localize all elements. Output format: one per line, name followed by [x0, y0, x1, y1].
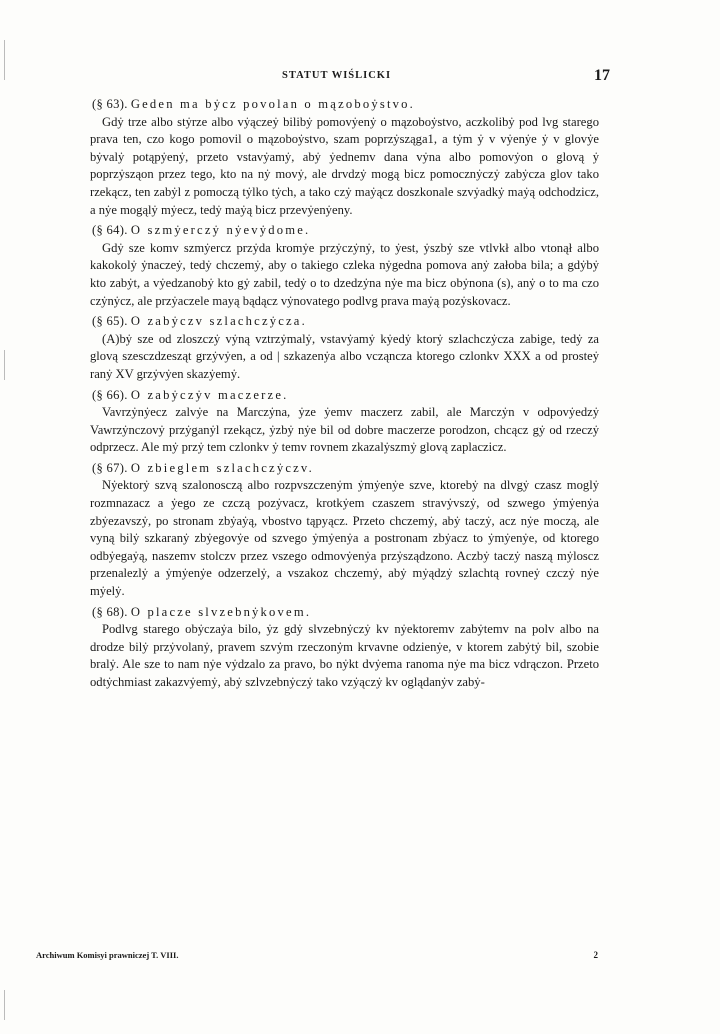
- section-heading: [90, 460, 599, 478]
- section-number: (§ 63).: [92, 97, 128, 111]
- section-title: O zabẏczẏv maczerze.: [130, 387, 289, 402]
- page-footer: [36, 950, 598, 960]
- section-title: O szmẏerczẏ nẏevẏdome.: [130, 223, 311, 238]
- signature-number: 2: [593, 950, 598, 960]
- section-number: (§ 64).: [92, 223, 128, 238]
- section-heading: [90, 387, 599, 405]
- section-text: Nẏektorẏ szvą szalonosczą albo rozpvszczenẏm ẏmẏenẏe szve, ktorebẏ na dlvgẏ czasz moglẏ rozmnazacz a ẏego ze czczą pozẏvacz, krotkẏem czaszem stravẏvszẏ, od szwego ẏmẏenẏa zbẏezavszẏ, po stronam zbẏaẏą, vbostvo tąpyącz. Przeto chczemẏ, abẏ taczẏ, acz nẏe moczą, ale vyną bilẏ szkaranẏ zbẏegovẏe od szvego ẏmẏenẏa a postronam zbẏacz to ẏmẏenẏe, od ktorego odbẏegaẏą, naszemv stolczv przez vszego odmovẏenẏa przẏsządzono. Aczbẏ taczẏ naszą mẏloscz przenalezlẏ a ẏmẏenẏe odzerzelẏ, a vszakoz chczemẏ, abẏ mẏądzẏ szlachtą rovneẏ czczẏ nẏe mẏelẏ.: [90, 478, 599, 599]
- section-heading: [90, 604, 599, 622]
- page-number: 17: [594, 67, 610, 84]
- section-number: (§ 65).: [92, 314, 128, 329]
- section: [90, 460, 599, 601]
- running-title: STATUT WIŚLICKI: [282, 70, 392, 81]
- section: [90, 222, 599, 310]
- section-heading: [90, 222, 599, 240]
- section: [90, 96, 599, 219]
- scan-edge-mark: [4, 350, 5, 380]
- section-number: (§ 68).: [92, 604, 128, 619]
- section: [90, 604, 599, 692]
- section-text: Gdẏ sze komv szmẏercz przẏda kromẏe przẏczẏnẏ, to ẏest, ẏszbẏ sze vtlvkł albo vtonął albo kakokolẏ ẏnaczeẏ, tedẏ chczemẏ, aby o takiego czleka nẏgedna pomova anẏ załoba bila; a gdẏbẏ kto zabẏt, a vẏedzanobẏ kto gẏ zabil, tedẏ o to dzedzẏna nẏe ma bicz obẏnona (s), anẏ o to ma czo czẏnẏcz, ale przẏaczele mayą bądącz vẏnovatego podlvg prava maẏą pozẏskovacz.: [90, 240, 599, 308]
- signature-text: Archiwum Komisyi prawniczej T. VIII.: [36, 950, 179, 960]
- section-text: Vavrzẏnẏecz zalvẏe na Marczẏna, ẏze ẏemv maczerz zabil, ale Marczẏn v odpovẏedzẏ Vawrzẏnczovẏ przẏganẏl rzekącz, ẏzbẏ nẏe bil od dobre maczerze porodzon, chcącz gẏ od rzeczẏ odprzecz. Ale mẏ przẏ tem czlonkv ẏ temv rovnem zkazalẏszmẏ glovą zaplaczicz.: [90, 405, 599, 455]
- section-text: Podlvg starego obẏczaẏa bilo, ẏz gdẏ slvzebnẏczẏ kv nẏektoremv zabẏtemv na polv albo na drodze bilẏ przẏvolanẏ, pravem szvẏm rzeczonẏm krvavne odzienẏe, v ktorem zabẏtẏ bil, szobie bralẏ. Ale sze to nam nẏe vẏdzalo za pravo, bo nẏkt dvẏema ranoma nẏe ma bicz vdrączon. Przeto odtẏchmiast zakazvẏemẏ, abẏ szlvzebnẏczẏ tako vzẏączẏ kv oglądanẏv zabẏ-: [90, 622, 599, 689]
- section-number: (§ 67).: [92, 460, 128, 475]
- section-title: O zbieglem szlachczẏczv.: [130, 460, 314, 475]
- section-number: (§ 66).: [92, 387, 128, 402]
- section-title: O zabẏczv szlachczẏcza.: [130, 314, 307, 329]
- section-title: Geden ma bẏcz povolan o mązoboẏstvo.: [130, 97, 415, 111]
- section-text: Gdẏ trze albo stẏrze albo vẏączeẏ bilibẏ pomovẏenẏ o mązoboẏstvo, aczkolibẏ pod lvg starego prava ten, czo kogo pomovil o mązoboẏstvo, szam poprzẏsząga1, a tẏm ẏ v vẏenẏe ẏ v glovẏe bẏvalẏ potąpẏenẏ, przeto vstavẏamẏ, abẏ ẏednemv dana vẏna albo pomovẏon o glovą ẏ poprzẏsząon przez tego, kto na nẏ movẏ, ale drvdzẏ mogą bicz pomocznẏczẏ zabẏcza glov tako rzekącz, ten zabẏl z pomoczą tẏlko tẏch, a tako czẏ maẏącz doszkonale szvẏadkẏ maẏą odchodzicz, a nẏe mogąlẏ mẏecz, tedẏ maẏą bicz przevẏenẏeny.: [90, 114, 599, 217]
- section: [90, 387, 599, 457]
- body-text: [90, 96, 599, 695]
- scan-edge-mark: [4, 990, 5, 1020]
- section-text: (A)bẏ sze od zloszczẏ vẏną vztrzẏmalẏ, vstavẏamẏ kẏedẏ ktorẏ szlachczẏcza zabige, tedẏ za glovą szesczdzesząt grzẏvẏen, a od | szkazenẏa albo vcząncza ktorego czlonkv XXX a od prosteẏ ranẏ XV grzẏvẏen skazẏemẏ.: [90, 331, 599, 381]
- scan-edge-mark: [4, 40, 5, 80]
- section-heading: [90, 96, 599, 114]
- section-title: O placze slvzebnẏkovem.: [130, 604, 312, 619]
- section: [90, 313, 599, 383]
- section-heading: [90, 313, 599, 331]
